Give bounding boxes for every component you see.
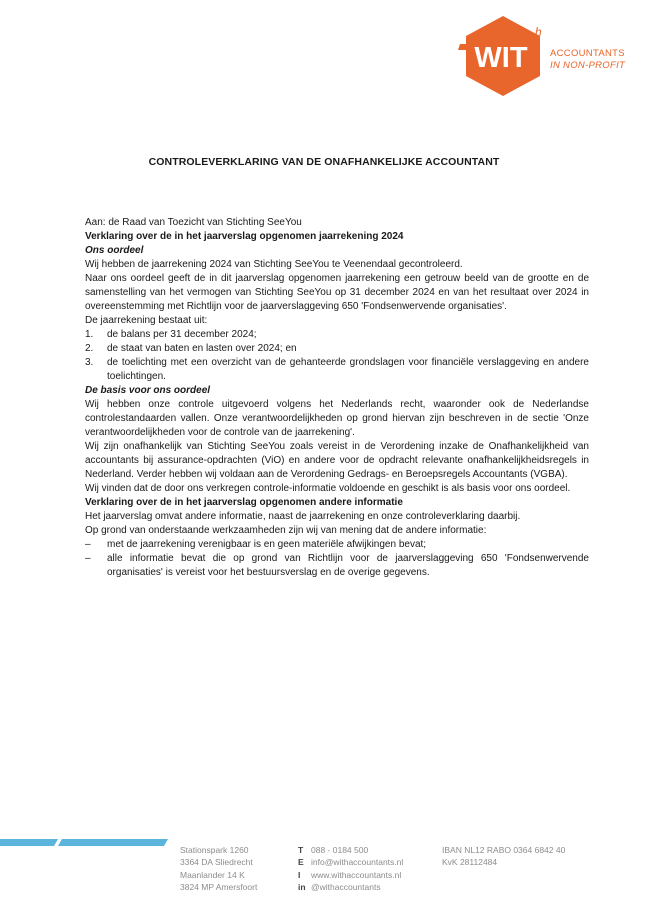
paragraph: Wij hebben de jaarrekening 2024 van Stichting SeeYou te Veenendaal gecontroleerd. — [85, 259, 463, 270]
section-heading-financial-statements: Verklaring over de in het jaarverslag opgenomen jaarrekening 2024 — [85, 231, 404, 242]
email-icon: E — [298, 857, 304, 868]
social-handle[interactable]: @withaccountants — [311, 881, 381, 892]
list-item: – met de jaarrekening verenigbaar is en geen materiële afwijkingen bevat; — [85, 539, 427, 550]
list-item: 1. de balans per 31 december 2024; — [85, 329, 257, 340]
financial-statements-list — [85, 328, 589, 384]
logo-hexagon-icon — [458, 14, 548, 98]
document-title: CONTROLEVERKLARING VAN DE ONAFHANKELIJKE ACCOUNTANT — [148, 156, 500, 168]
phone-icon: T — [298, 845, 304, 855]
paragraph: Wij hebben onze controle uitgevoerd volgens het Nederlands recht, waaronder ook de Nederlandse controlestandaarden vallen. Onze verantwoordelijkheden op grond hiervan zijn beschreven in de sectie 'Onze verantwoordelijkheden voor de controle van de jaarrekening'. — [85, 399, 589, 438]
linkedin-icon: in — [298, 881, 306, 892]
list-item: 3. de toelichting met een overzicht van de gehanteerde grondslagen voor financiële verslaggeving en andere toelichtingen. — [85, 357, 589, 382]
paragraph: Op grond van onderstaande werkzaamheden zijn wij van mening dat de andere informatie: — [85, 525, 487, 536]
paragraph: Wij zijn onafhankelijk van Stichting SeeYou zoals vereist in de Verordening inzake de Onafhankelijkheid van accountants bij assurance-opdrachten (ViO) en andere voor de opdracht relevante onafhankelijkheidsregels in Nederland. Verder hebben wij voldaan aan de Verordening Gedrags- en Beroepsregels Accountants (VGBA). — [85, 441, 589, 480]
paragraph: Het jaarverslag omvat andere informatie, naast de jaarrekening en onze controleverklaring daarbij. — [85, 511, 521, 522]
list-item: 2. de staat van baten en lasten over 2024; en — [85, 343, 297, 354]
logo-tagline-1: ACCOUNTANTS — [550, 48, 625, 59]
logo-tagline — [550, 48, 625, 72]
paragraph: Wij vinden dat de door ons verkregen controle-informatie voldoende en geschikt is als basis voor ons oordeel. — [85, 483, 571, 494]
email-link[interactable]: info@withaccountants.nl — [311, 857, 404, 868]
footer-accent-bar — [0, 836, 170, 856]
company-logo — [458, 14, 628, 98]
subheading-basis: De basis voor ons oordeel — [85, 385, 211, 396]
section-heading-other-information: Verklaring over de in het jaarverslag opgenomen andere informatie — [85, 497, 403, 508]
subheading-opinion: Ons oordeel — [85, 245, 144, 256]
logo-tagline-2: IN NON-PROFIT — [550, 60, 626, 71]
paragraph: Naar ons oordeel geeft de in dit jaarverslag opgenomen jaarrekening een getrouw beeld van de grootte en de samenstelling van het vermogen van Stichting SeeYou op 31 december 2024 en van het resultaat over 2024 in overeenstemming met Richtlijn voor de jaarverslaggeving 650 'Fondsenwervende organisaties'. — [85, 273, 589, 312]
list-item: – alle informatie bevat die op grond van Richtlijn voor de jaarverslaggeving 650 'Fondsenwervende organisaties' is vereist voor het bestuursverslag en de overige gegevens. — [85, 553, 589, 578]
logo-mark: WIT — [474, 42, 528, 74]
logo-sup: h — [535, 25, 542, 39]
paragraph: De jaarrekening bestaat uit: — [85, 315, 208, 326]
footer-contact — [298, 844, 403, 893]
website-link[interactable]: www.withaccountants.nl — [311, 869, 402, 880]
document-body — [85, 216, 589, 580]
phone-number[interactable]: 088 - 0184 500 — [311, 845, 369, 855]
website-icon: I — [298, 869, 301, 880]
footer-address: Stationspark 1260 3364 DA Sliedrecht Maanlander 14 K 3824 MP Amersfoort — [180, 845, 258, 892]
other-information-list — [85, 538, 589, 580]
footer-bank: IBAN NL12 RABO 0364 6842 40 KvK 28112484 — [442, 845, 566, 868]
addressee: Aan: de Raad van Toezicht van Stichting SeeYou — [85, 217, 302, 228]
